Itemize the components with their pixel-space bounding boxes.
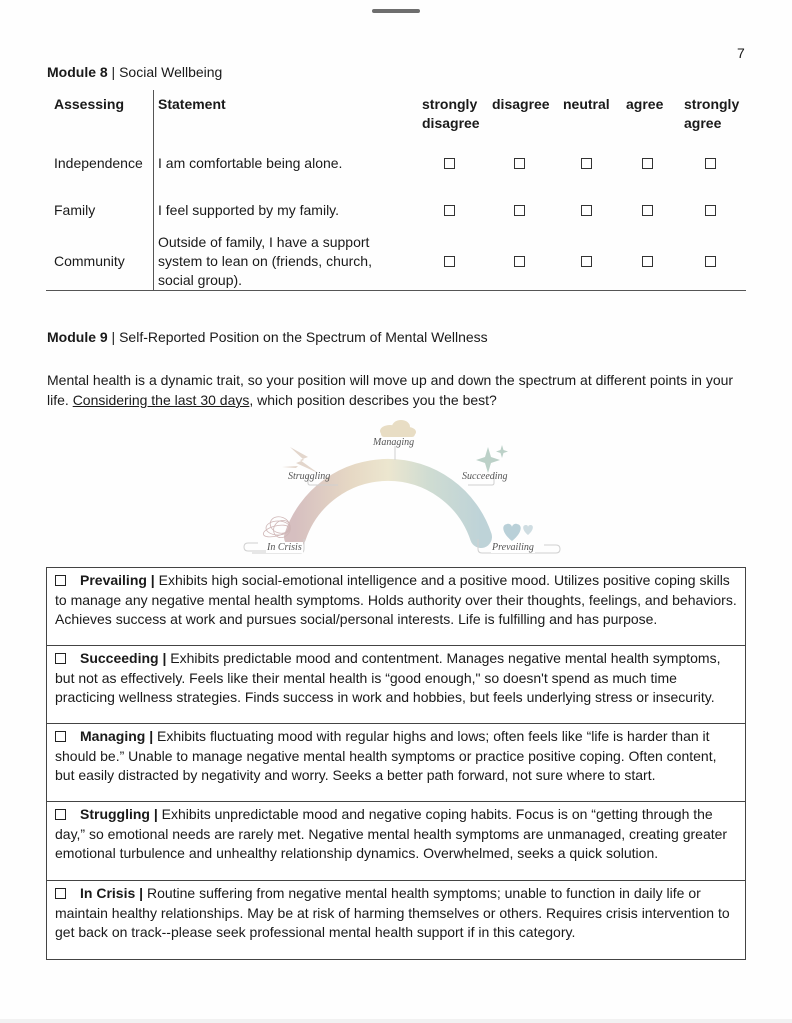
checkbox-independence-agree[interactable] xyxy=(642,158,653,169)
module-9-intro: Mental health is a dynamic trait, so your position will move up and down the spectrum at different points in your life. Considering the last 30 days, which position describes you the best? xyxy=(47,372,734,408)
emphasis-last-30-days: Considering the last 30 days xyxy=(72,392,250,408)
row-community-statement: Outside of family, I have a support system to lean on (friends, church, social group). xyxy=(158,234,372,288)
checkbox-community-agree[interactable] xyxy=(642,256,653,267)
checkbox-family-strongly-agree[interactable] xyxy=(705,205,716,216)
social-wellbeing-table xyxy=(46,90,746,291)
module-9-label: Module 9 xyxy=(47,329,108,345)
checkbox-independence-neutral[interactable] xyxy=(581,158,592,169)
option-prevailing-label: Prevailing | xyxy=(80,572,155,588)
option-struggling-label: Struggling | xyxy=(80,806,158,822)
option-prevailing[interactable] xyxy=(46,567,746,646)
mental-wellness-spectrum-diagram xyxy=(238,415,564,560)
option-succeeding-description: Exhibits predictable mood and contentment. Manages negative mental health symptoms, but not as effectively. Feels like their mental health is “good enough," so doesn't spend as much time practicing wellness strategies. Finds success in work and hobbies, but feels underlying stress or insecurity. xyxy=(55,650,721,705)
option-managing-label: Managing | xyxy=(80,728,154,744)
header-assessing: Assessing xyxy=(54,96,125,112)
spectrum-label-succeeding: Succeeding xyxy=(462,471,508,482)
option-in-crisis-label: In Crisis | xyxy=(80,885,144,901)
checkbox-community-neutral[interactable] xyxy=(581,256,592,267)
module-8-subtitle: | Social Wellbeing xyxy=(107,64,223,80)
checkbox-community-strongly-disagree[interactable] xyxy=(444,256,455,267)
header-disagree: disagree xyxy=(492,96,550,112)
header-strongly-agree: strongly agree xyxy=(684,96,740,131)
row-community-assessing: Community xyxy=(54,253,125,269)
spectrum-label-managing: Managing xyxy=(373,437,415,448)
spectrum-label-struggling: Struggling xyxy=(288,471,331,482)
checkbox-family-neutral[interactable] xyxy=(581,205,592,216)
header-strongly-disagree: strongly disagree xyxy=(422,96,480,131)
checkbox-struggling[interactable] xyxy=(55,809,66,820)
row-family-statement: I feel supported by my family. xyxy=(158,202,340,218)
option-struggling-description: Exhibits unpredictable mood and negative coping habits. Focus is on “getting through the day,” so emotional needs are rarely met. Negative mental health symptoms are unmanaged, creating greater emotional turbulence and unhealthy relationship dynamics. Overwhelmed, seeks a quick solution. xyxy=(55,806,728,861)
checkbox-independence-disagree[interactable] xyxy=(514,158,525,169)
column-divider xyxy=(153,90,154,291)
module-8-label: Module 8 xyxy=(47,64,108,80)
option-managing-description: Exhibits fluctuating mood with regular highs and lows; often feels like “life is harder than it should be.” Unable to manage negative mental health symptoms or practice positive coping. Often content, but easily distracted by negativity and worry. Seeks a better path forward, not sure where to start. xyxy=(55,728,717,783)
header-neutral: neutral xyxy=(563,96,610,112)
page-number: 7 xyxy=(737,45,745,61)
row-independence-assessing: Independence xyxy=(54,155,143,171)
option-managing[interactable] xyxy=(46,723,746,802)
option-succeeding-label: Succeeding | xyxy=(80,650,167,666)
page-bottom-edge xyxy=(0,1019,792,1023)
checkbox-independence-strongly-agree[interactable] xyxy=(705,158,716,169)
drag-handle[interactable] xyxy=(372,9,420,13)
checkbox-family-disagree[interactable] xyxy=(514,205,525,216)
lightning-icon xyxy=(282,447,318,473)
module-9-title xyxy=(47,329,488,345)
cloud-icon xyxy=(380,420,416,437)
checkbox-managing[interactable] xyxy=(55,731,66,742)
checkbox-community-disagree[interactable] xyxy=(514,256,525,267)
option-in-crisis-description: Routine suffering from negative mental health symptoms; unable to function in daily life or maintain healthy relationships. May be at risk of harming themselves or others. Requires crisis intervention to get back on track--please seek professional mental health support if in this category. xyxy=(55,885,730,940)
checkbox-prevailing[interactable] xyxy=(55,575,66,586)
header-agree: agree xyxy=(626,96,664,112)
checkbox-family-strongly-disagree[interactable] xyxy=(444,205,455,216)
spectrum-label-in-crisis: In Crisis xyxy=(267,542,302,553)
module-8-title xyxy=(47,64,222,80)
checkbox-community-strongly-agree[interactable] xyxy=(705,256,716,267)
hearts-icon xyxy=(503,524,533,541)
option-struggling[interactable] xyxy=(46,801,746,881)
sparkle-icon xyxy=(476,445,508,473)
checkbox-independence-strongly-disagree[interactable] xyxy=(444,158,455,169)
option-prevailing-description: Exhibits high social-emotional intelligence and a positive mood. Utilizes positive coping skills to manage any negative mental health symptoms. Holds authority over their thoughts, feelings, and behaviors. Achieves success at work and pursues social/personal interests. Life is fulfilling and has purpose. xyxy=(55,572,737,627)
checkbox-family-agree[interactable] xyxy=(642,205,653,216)
checkbox-in-crisis[interactable] xyxy=(55,888,66,899)
option-in-crisis[interactable] xyxy=(46,880,746,960)
module-9-subtitle: | Self-Reported Position on the Spectrum of Mental Wellness xyxy=(107,329,488,345)
spectrum-label-prevailing: Prevailing xyxy=(492,542,534,553)
option-succeeding[interactable] xyxy=(46,645,746,724)
row-independence-statement: I am comfortable being alone. xyxy=(158,155,343,171)
header-statement: Statement xyxy=(158,96,226,112)
checkbox-succeeding[interactable] xyxy=(55,653,66,664)
row-family-assessing: Family xyxy=(54,202,96,218)
